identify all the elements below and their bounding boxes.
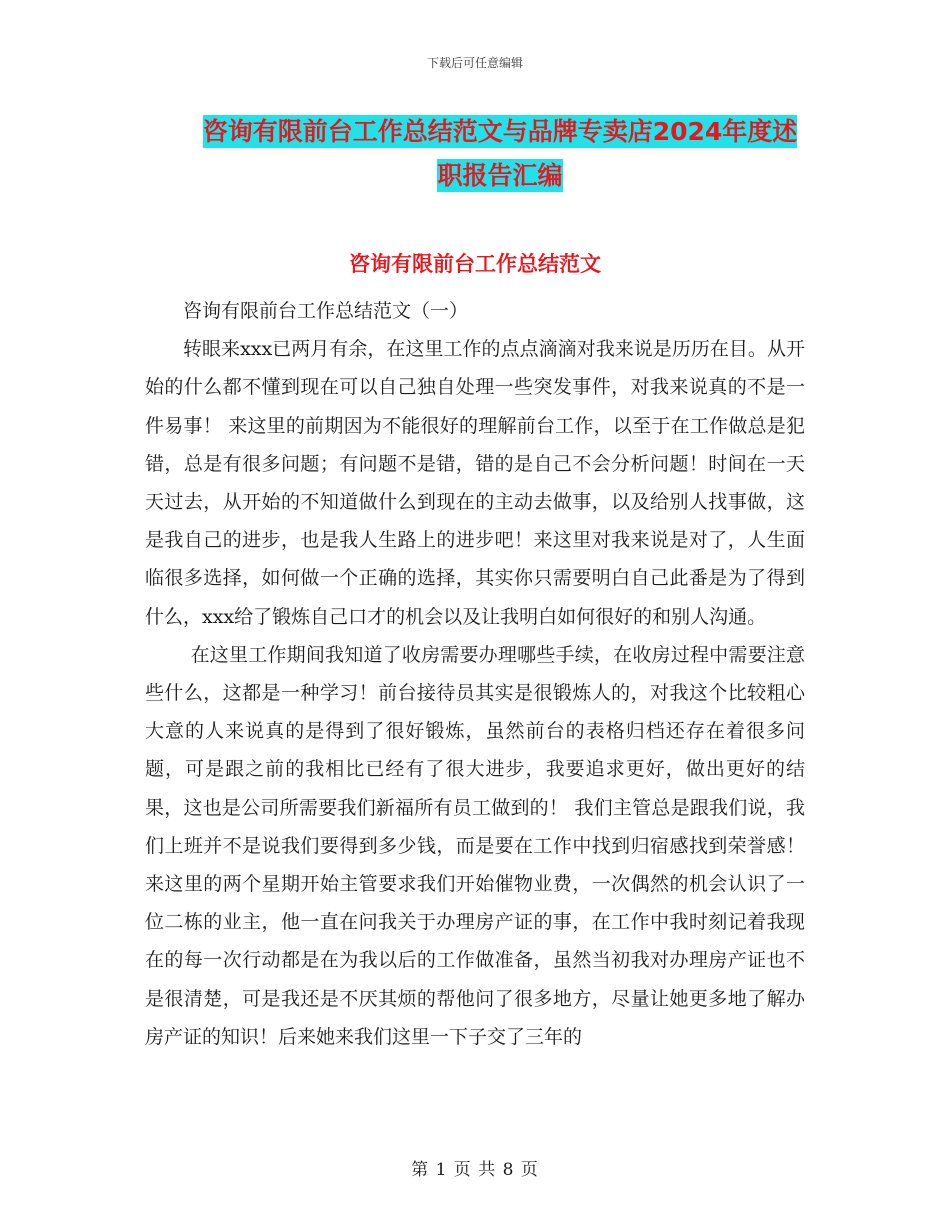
page-number-footer: 第 1 页 共 8 页 (411, 1160, 539, 1180)
subheading-paragraph: 咨询有限前台工作总结范文（一） (183, 300, 469, 322)
document-title-line-1: 咨询有限前台工作总结范文与品牌专卖店2024年度述 (202, 117, 798, 146)
document-title (150, 110, 850, 198)
document-title-line-2: 职报告汇编 (437, 161, 563, 190)
section-heading: 咨询有限前台工作总结范文 (349, 252, 601, 276)
page-header-note: 下载后可任意编辑 (426, 56, 523, 70)
document-body (145, 292, 805, 1056)
body-paragraph-1: 转眼来xxx已两月有余，在这里工作的点点滴滴对我来说是历历在目。从开始的什么都不懂到现在可以自己独自处理一些突发事件，对我来说真的不是一件易事！ 来这里的前期因为不能很好的理解前台工作，以至于在工作做总是犯错，总是有很多问题；有问题不是错，错的是自己不会分析问题！时间在一天天过去，从开始的不知道做什么到现在的主动去做事，以及给别人找事做，这是我自己的进步，也是我人生路上的进步吧！来这里对我来说是对了，人生面临很多选择，如何做一个正确的选择，其实你只需要明白自己此番是为了得到什么，xxx给了锻炼自己口才的机会以及让我明白如何很好的和别人沟通。 (145, 338, 805, 628)
body-paragraph-2: 在这里工作期间我知道了收房需要办理哪些手续，在收房过程中需要注意些什么，这都是一种学习！前台接待员其实是很锻炼人的，对我这个比较粗心大意的人来说真的是得到了很好锻炼，虽然前台的表格归档还存在着很多问题，可是跟之前的我相比已经有了很大进步，我要追求更好，做出更好的结果，这也是公司所需要我们新福所有员工做到的！ 我们主管总是跟我们说，我们上班并不是说我们要得到多少钱，而是要在工作中找到归宿感找到荣誉感！ 来这里的两个星期开始主管要求我们开始催物业费，一次偶然的机会认识了一位二栋的业主，他一直在问我关于办理房产证的事，在工作中我时刻记着我现在的每一次行动都是在为我以后的工作做准备，虽然当初我对办理房产证也不是很清楚，可是我还是不厌其烦的帮他问了很多地方，尽量让她更多地了解办房产证的知识！后来她来我们这里一下子交了三年的 (145, 643, 805, 1048)
